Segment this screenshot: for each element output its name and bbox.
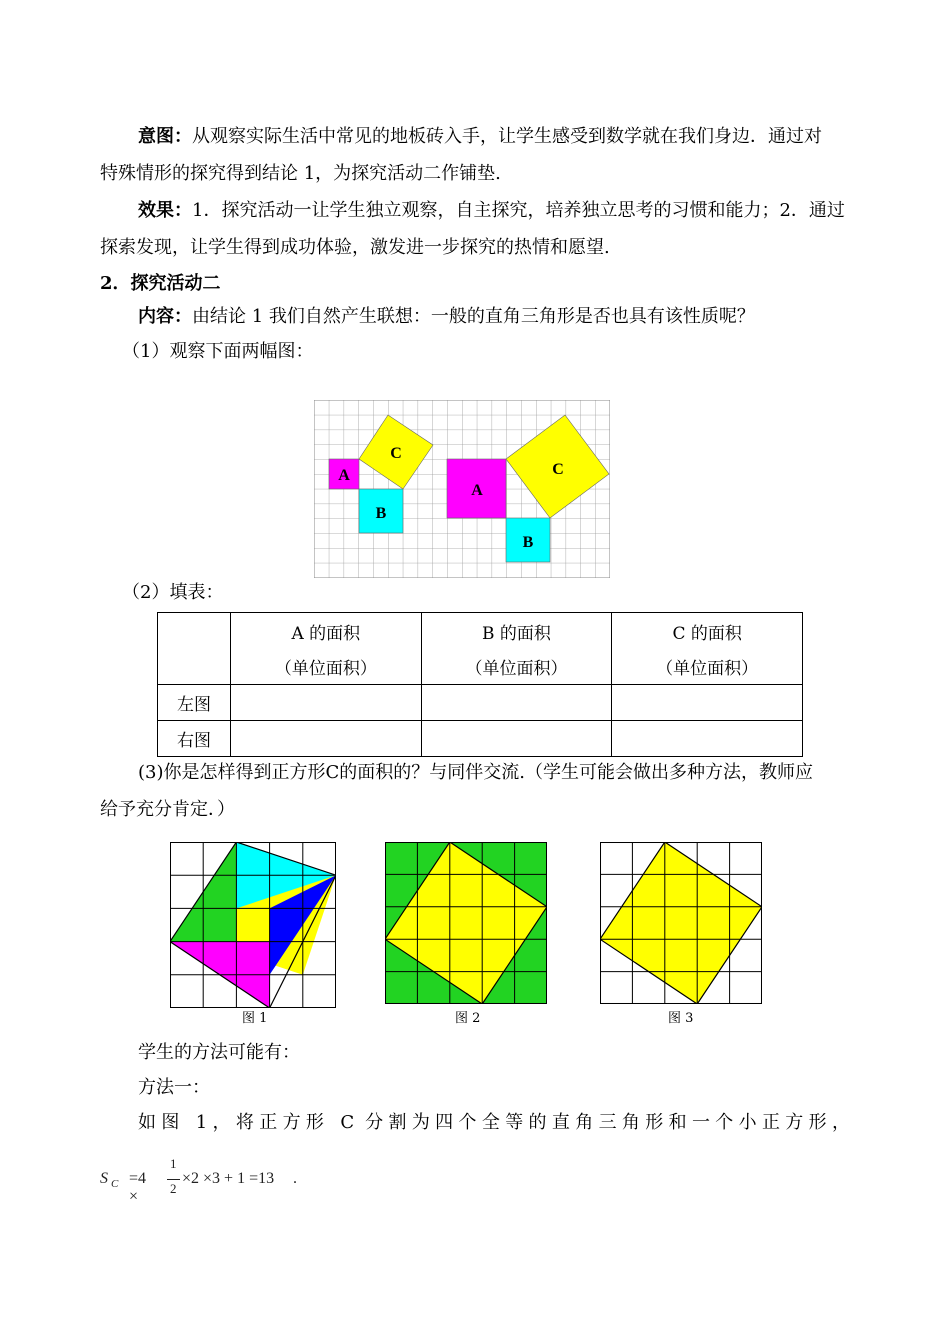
figure-1	[170, 842, 336, 1008]
intent-line-2: 特殊情形的探究得到结论 1，为探究活动二作铺垫.	[100, 163, 501, 184]
method-one-title: 方法一：	[138, 1077, 210, 1098]
step-1: （1）观察下面两幅图：	[122, 341, 314, 362]
step-2: （2）填表：	[122, 582, 224, 603]
cell-right-b[interactable]	[421, 721, 612, 757]
effect-text-1: 1．探究活动一让学生独立观察，自主探究，培养独立思考的习惯和能力；2．通过	[192, 200, 845, 221]
method-one-text: 如图 1，将正方形 C 分割为四个全等的直角三角形和一个小正方形，	[138, 1112, 850, 1133]
content-text: 由结论 1 我们自然产生联想：一般的直角三角形是否也具有该性质呢？	[192, 306, 755, 327]
table-header-row	[158, 613, 803, 685]
cell-right-a[interactable]	[231, 721, 422, 757]
row-label-left: 左图	[158, 685, 231, 721]
header-a-unit: （单位面积）	[274, 658, 377, 679]
header-c-title: C 的面积	[672, 623, 742, 644]
fraction-bar	[167, 1179, 180, 1180]
figure-2-caption: 图 2	[455, 1011, 481, 1026]
figure-1-caption: 图 1	[242, 1011, 268, 1026]
effect-line-2: 探索发现，让学生得到成功体验，激发进一步探究的热情和愿望.	[100, 237, 610, 258]
effect-colon: ：	[174, 200, 192, 221]
step-3-line-1: (3)你是怎样得到正方形C的面积的？与同伴交流.（学生可能会做出多种方法，教师应	[138, 762, 813, 783]
right-label-c: C	[552, 461, 564, 478]
table-row	[158, 721, 803, 757]
content-label: 内容	[138, 306, 174, 327]
intent-text-1: 从观察实际生活中常见的地板砖入手，让学生感受到数学就在我们身边．通过对	[192, 126, 822, 147]
formula-period: .	[293, 1170, 297, 1187]
right-label-b: B	[522, 534, 534, 551]
row-label-right: 右图	[158, 721, 231, 757]
step-3-line-2: 给予充分肯定．）	[100, 799, 235, 820]
content-colon: ：	[174, 306, 192, 327]
cell-left-b[interactable]	[421, 685, 612, 721]
header-b-title: B 的面积	[482, 623, 551, 644]
formula-s: S	[100, 1170, 108, 1187]
right-label-a: A	[471, 482, 483, 499]
methods-intro: 学生的方法可能有：	[138, 1042, 300, 1063]
cell-left-c[interactable]	[612, 685, 803, 721]
header-c	[612, 613, 803, 685]
table-row	[158, 685, 803, 721]
area-table	[157, 612, 803, 757]
figure-2	[385, 842, 547, 1004]
cell-left-a[interactable]	[231, 685, 422, 721]
left-label-c: C	[390, 445, 402, 462]
table-corner-cell	[158, 613, 231, 685]
intent-colon: ：	[174, 126, 192, 147]
header-b	[421, 613, 612, 685]
intent-line-1	[138, 124, 822, 150]
figure-3-caption: 图 3	[668, 1011, 694, 1026]
header-a	[231, 613, 422, 685]
formula-rest: ×2 ×3 + 1 =13	[182, 1170, 275, 1187]
content-line	[138, 304, 755, 330]
left-label-a: A	[338, 467, 350, 484]
section-heading: 2．探究活动二	[100, 273, 221, 294]
fig3-yellow-square	[600, 842, 762, 1004]
effect-line-1	[138, 198, 845, 224]
header-b-unit: （单位面积）	[465, 658, 568, 679]
cell-right-c[interactable]	[612, 721, 803, 757]
formula-numerator: 1	[170, 1156, 177, 1171]
formula-denominator: 2	[170, 1181, 177, 1196]
header-c-unit: （单位面积）	[656, 658, 759, 679]
formula-four-times: =4 ×	[129, 1170, 147, 1205]
header-a-title: A 的面积	[291, 623, 361, 644]
figure-3	[600, 842, 762, 1004]
effect-label: 效果	[138, 200, 174, 221]
intent-label: 意图	[138, 126, 174, 147]
grid-figure	[314, 400, 610, 578]
formula-subscript: C	[111, 1178, 119, 1190]
left-label-b: B	[375, 505, 387, 522]
